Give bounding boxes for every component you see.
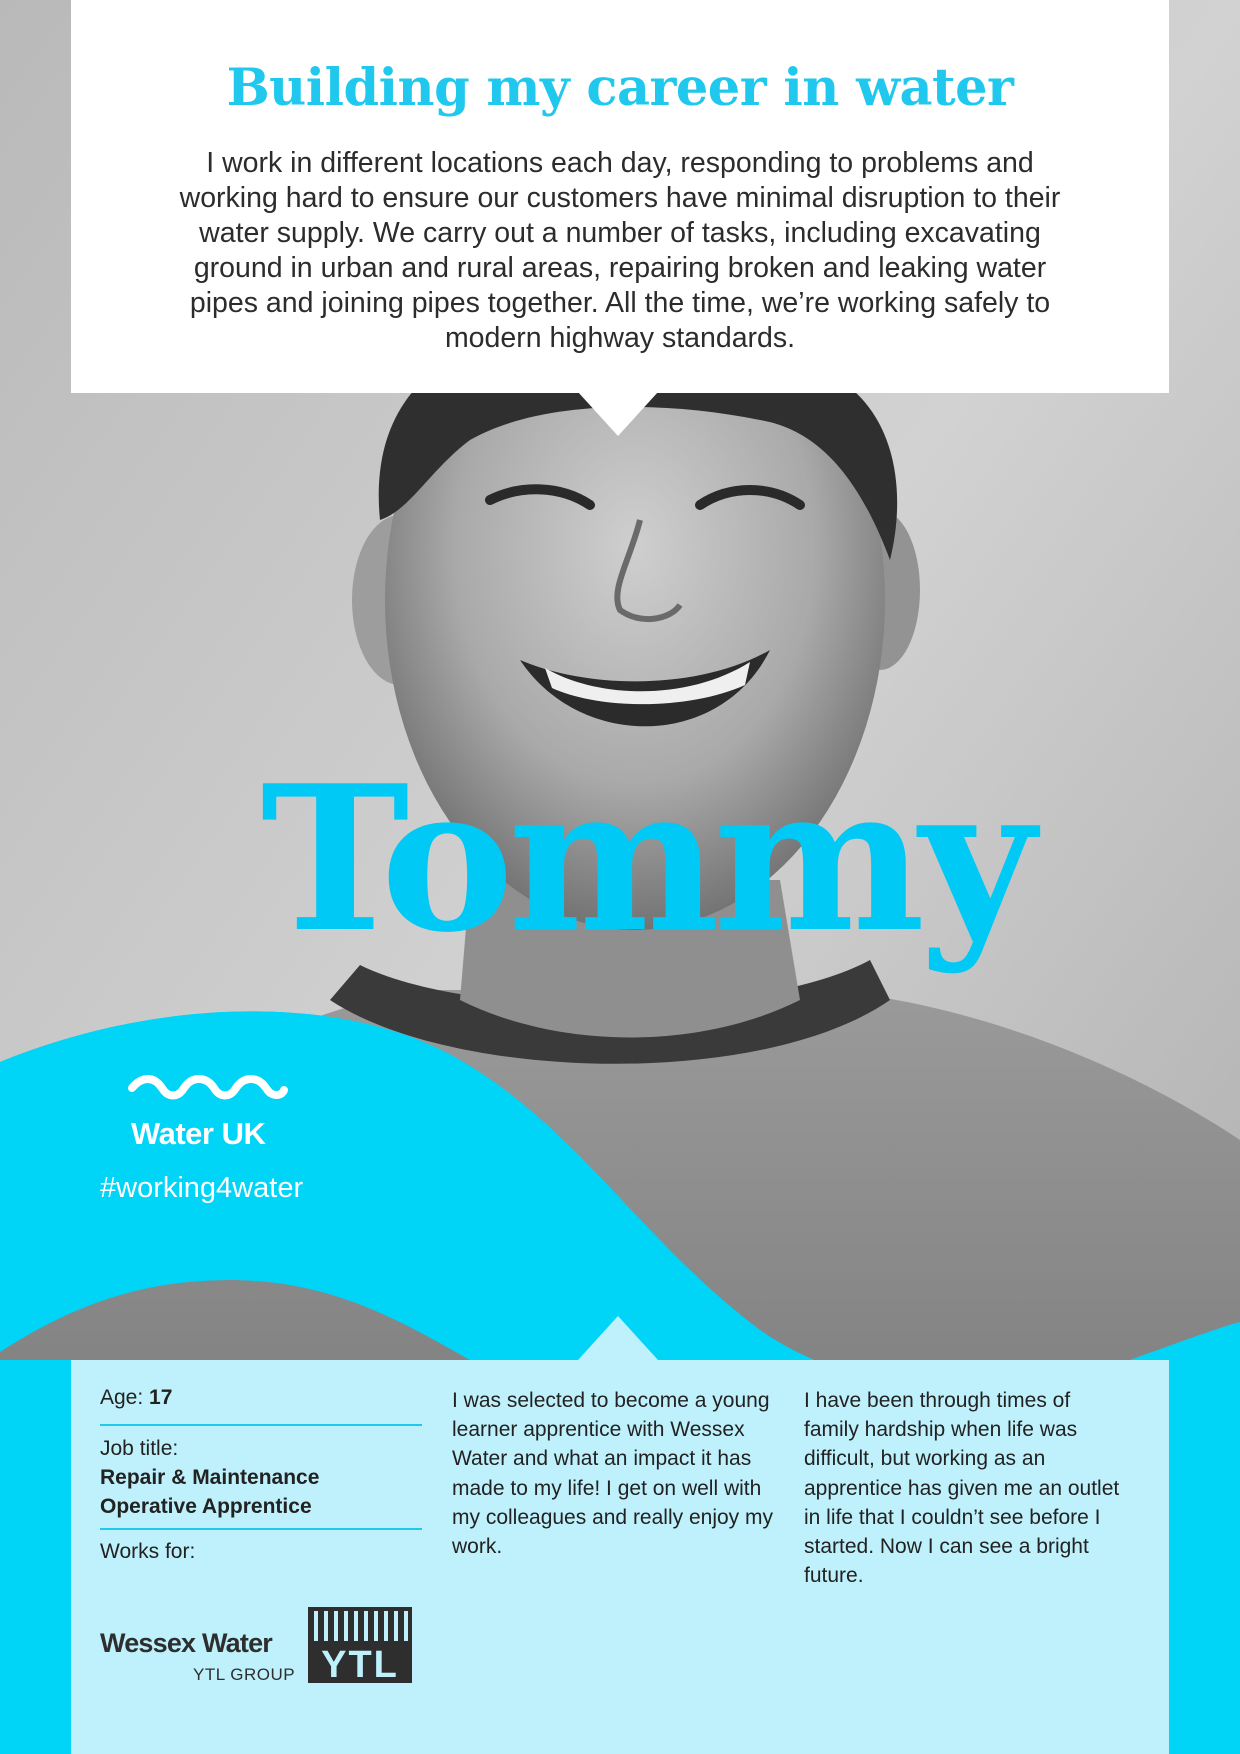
profile-panel xyxy=(71,1360,1169,1754)
ytl-logo-text: YTL xyxy=(321,1644,399,1683)
age-label: Age: xyxy=(100,1386,144,1409)
story-column-1: I was selected to become a young learner apprentice with Wessex Water and what an impact it has made to my life! I get on well with my colleagues and really enjoy my work. xyxy=(452,1389,773,1559)
employer-logo-group: YTL GROUP xyxy=(193,1665,296,1684)
intro-text: I work in different locations each day, responding to problems and working hard to ensure our customers have minimal disruption to their water supply. We carry out a number of tasks, including excavating ground in urban and rural areas, repairing broken and leaking water pipes and joining pipes together. All the time, we’re working safely to modern highway standards. xyxy=(179,147,1061,354)
person-name: Tommy xyxy=(260,742,1030,977)
employer-logo-name: Wessex Water xyxy=(100,1628,272,1658)
speech-pointer xyxy=(578,392,658,436)
intro-box xyxy=(71,0,1169,393)
info-pointer xyxy=(578,1316,658,1360)
ytl-logo xyxy=(308,1607,412,1683)
age-value: 17 xyxy=(149,1386,173,1409)
water-waves-icon xyxy=(128,1074,288,1114)
water-uk-logo-text: Water UK xyxy=(131,1116,266,1151)
age-row xyxy=(100,1386,422,1426)
job-title-value: Repair & Maintenance Operative Apprentice xyxy=(100,1466,320,1518)
story-column-2: I have been through times of family hardship when life was difficult, but working as an apprentice has given me an outlet in life that I couldn’t see before I started. Now I can see a bright future. xyxy=(804,1389,1120,1588)
works-for-label: Works for: xyxy=(100,1540,196,1563)
page-title: Building my career in water xyxy=(226,58,1014,118)
job-title-label: Job title: xyxy=(100,1437,179,1460)
job-title-row xyxy=(100,1434,422,1530)
hashtag: #working4water xyxy=(100,1172,304,1204)
